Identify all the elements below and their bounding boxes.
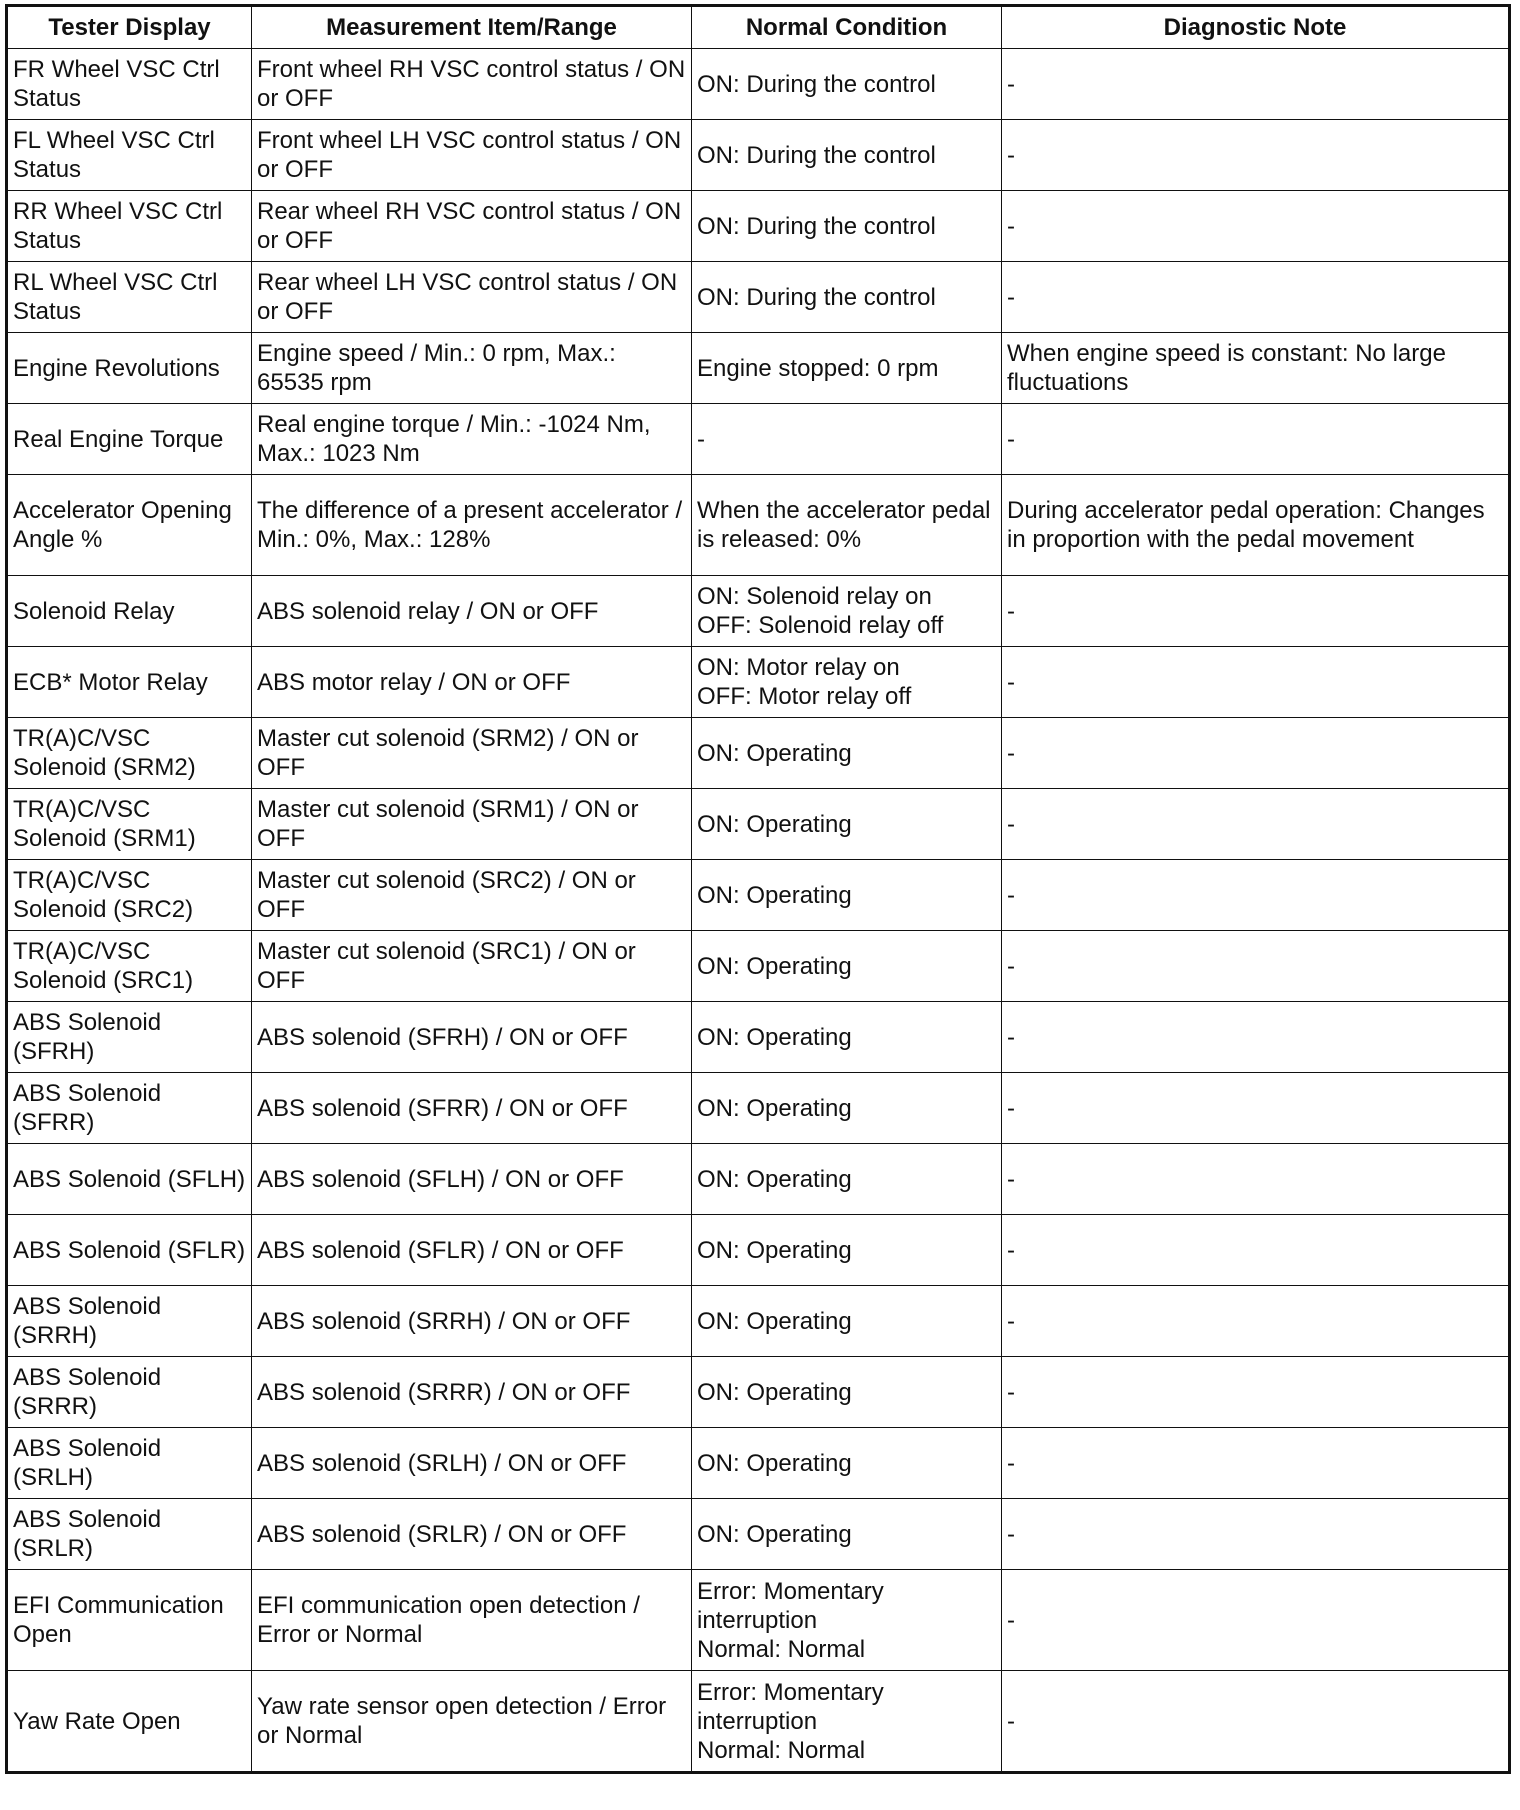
measurement-item-cell: ABS solenoid (SRLH) / ON or OFF	[252, 1428, 692, 1499]
measurement-item-cell: ABS solenoid relay / ON or OFF	[252, 576, 692, 647]
tester-display-cell: ABS Solenoid (SRLR)	[7, 1499, 252, 1570]
diagnostic-note-cell: -	[1002, 647, 1510, 718]
diagnostic-note-cell: During accelerator pedal operation: Changes in proportion with the pedal movement	[1002, 475, 1510, 576]
table-header-row	[7, 6, 1510, 49]
measurement-item-cell: ABS solenoid (SFRH) / ON or OFF	[252, 1002, 692, 1073]
tester-display-cell: ABS Solenoid (SRLH)	[7, 1428, 252, 1499]
normal-condition-cell: ON: During the control	[692, 191, 1002, 262]
table-row	[7, 931, 1510, 1002]
table-row	[7, 404, 1510, 475]
diagnostic-note-cell: -	[1002, 1002, 1510, 1073]
measurement-item-cell: ABS solenoid (SFLR) / ON or OFF	[252, 1215, 692, 1286]
diagnostic-note-cell: -	[1002, 576, 1510, 647]
diagnostic-note-cell: -	[1002, 262, 1510, 333]
measurement-item-cell: Rear wheel RH VSC control status / ON or OFF	[252, 191, 692, 262]
table-row	[7, 576, 1510, 647]
tester-display-cell: ABS Solenoid (SFRR)	[7, 1073, 252, 1144]
normal-condition-cell: ON: Operating	[692, 1428, 1002, 1499]
normal-condition-cell: ON: Operating	[692, 1144, 1002, 1215]
diagnostic-note-cell: -	[1002, 1499, 1510, 1570]
measurement-item-cell: Engine speed / Min.: 0 rpm, Max.: 65535 rpm	[252, 333, 692, 404]
normal-condition-cell: ON: Operating	[692, 1499, 1002, 1570]
normal-condition-cell: ON: During the control	[692, 120, 1002, 191]
table-row	[7, 718, 1510, 789]
tester-display-cell: ABS Solenoid (SFRH)	[7, 1002, 252, 1073]
normal-condition-cell: ON: Operating	[692, 718, 1002, 789]
measurement-item-cell: ABS solenoid (SFRR) / ON or OFF	[252, 1073, 692, 1144]
tester-display-cell: RL Wheel VSC Ctrl Status	[7, 262, 252, 333]
table-row	[7, 1002, 1510, 1073]
diagnostic-note-cell: -	[1002, 49, 1510, 120]
table-row	[7, 1215, 1510, 1286]
tester-display-cell: RR Wheel VSC Ctrl Status	[7, 191, 252, 262]
tester-display-cell: ABS Solenoid (SRRR)	[7, 1357, 252, 1428]
tester-display-cell: ABS Solenoid (SFLR)	[7, 1215, 252, 1286]
diagnostic-note-cell: -	[1002, 120, 1510, 191]
diagnostic-note-cell: -	[1002, 1570, 1510, 1671]
normal-condition-cell: ON: During the control	[692, 49, 1002, 120]
table-row	[7, 1073, 1510, 1144]
column-header-normal-condition: Normal Condition	[692, 6, 1002, 49]
table-row	[7, 1286, 1510, 1357]
tester-display-cell: ABS Solenoid (SRRH)	[7, 1286, 252, 1357]
normal-condition-cell: ON: Operating	[692, 1357, 1002, 1428]
table-row	[7, 191, 1510, 262]
tester-display-cell: TR(A)C/VSC Solenoid (SRM2)	[7, 718, 252, 789]
tester-display-cell: Accelerator Opening Angle %	[7, 475, 252, 576]
measurement-item-cell: EFI communication open detection / Error or Normal	[252, 1570, 692, 1671]
table-row	[7, 1499, 1510, 1570]
table-row	[7, 647, 1510, 718]
tester-display-cell: FL Wheel VSC Ctrl Status	[7, 120, 252, 191]
measurement-item-cell: Front wheel RH VSC control status / ON or OFF	[252, 49, 692, 120]
table-row	[7, 49, 1510, 120]
normal-condition-cell: ON: Operating	[692, 860, 1002, 931]
normal-condition-cell: Error: Momentary interruption Normal: Normal	[692, 1671, 1002, 1773]
table-row	[7, 860, 1510, 931]
normal-condition-cell: ON: Operating	[692, 1002, 1002, 1073]
data-list-table-container	[5, 4, 1511, 1774]
measurement-item-cell: Front wheel LH VSC control status / ON or OFF	[252, 120, 692, 191]
column-header-diagnostic-note: Diagnostic Note	[1002, 6, 1510, 49]
normal-condition-cell: Engine stopped: 0 rpm	[692, 333, 1002, 404]
tester-display-cell: Yaw Rate Open	[7, 1671, 252, 1773]
table-row	[7, 1428, 1510, 1499]
normal-condition-cell: ON: Operating	[692, 789, 1002, 860]
normal-condition-cell: ON: Operating	[692, 1215, 1002, 1286]
measurement-item-cell: Rear wheel LH VSC control status / ON or OFF	[252, 262, 692, 333]
normal-condition-cell: ON: Motor relay on OFF: Motor relay off	[692, 647, 1002, 718]
data-list-table	[5, 4, 1511, 1774]
table-row	[7, 333, 1510, 404]
measurement-item-cell: The difference of a present accelerator / Min.: 0%, Max.: 128%	[252, 475, 692, 576]
normal-condition-cell: Error: Momentary interruption Normal: Normal	[692, 1570, 1002, 1671]
column-header-tester-display: Tester Display	[7, 6, 252, 49]
diagnostic-note-cell: -	[1002, 404, 1510, 475]
table-row	[7, 475, 1510, 576]
table-row	[7, 1144, 1510, 1215]
tester-display-cell: TR(A)C/VSC Solenoid (SRC2)	[7, 860, 252, 931]
tester-display-cell: Engine Revolutions	[7, 333, 252, 404]
measurement-item-cell: ABS solenoid (SRRH) / ON or OFF	[252, 1286, 692, 1357]
diagnostic-note-cell: -	[1002, 1671, 1510, 1773]
measurement-item-cell: ABS solenoid (SRLR) / ON or OFF	[252, 1499, 692, 1570]
diagnostic-note-cell: -	[1002, 1215, 1510, 1286]
measurement-item-cell: Yaw rate sensor open detection / Error or Normal	[252, 1671, 692, 1773]
normal-condition-cell: ON: Solenoid relay on OFF: Solenoid relay off	[692, 576, 1002, 647]
normal-condition-cell: ON: During the control	[692, 262, 1002, 333]
tester-display-cell: ECB* Motor Relay	[7, 647, 252, 718]
tester-display-cell: EFI Communication Open	[7, 1570, 252, 1671]
diagnostic-note-cell: When engine speed is constant: No large fluctuations	[1002, 333, 1510, 404]
normal-condition-cell: When the accelerator pedal is released: 0%	[692, 475, 1002, 576]
diagnostic-note-cell: -	[1002, 718, 1510, 789]
diagnostic-note-cell: -	[1002, 931, 1510, 1002]
measurement-item-cell: ABS solenoid (SRRR) / ON or OFF	[252, 1357, 692, 1428]
table-row	[7, 1671, 1510, 1773]
tester-display-cell: Real Engine Torque	[7, 404, 252, 475]
tester-display-cell: FR Wheel VSC Ctrl Status	[7, 49, 252, 120]
measurement-item-cell: Master cut solenoid (SRC1) / ON or OFF	[252, 931, 692, 1002]
table-row	[7, 789, 1510, 860]
tester-display-cell: TR(A)C/VSC Solenoid (SRM1)	[7, 789, 252, 860]
diagnostic-note-cell: -	[1002, 191, 1510, 262]
diagnostic-note-cell: -	[1002, 1144, 1510, 1215]
normal-condition-cell: ON: Operating	[692, 1073, 1002, 1144]
table-row	[7, 1570, 1510, 1671]
tester-display-cell: ABS Solenoid (SFLH)	[7, 1144, 252, 1215]
normal-condition-cell: ON: Operating	[692, 931, 1002, 1002]
table-row	[7, 1357, 1510, 1428]
measurement-item-cell: Master cut solenoid (SRC2) / ON or OFF	[252, 860, 692, 931]
diagnostic-note-cell: -	[1002, 1286, 1510, 1357]
diagnostic-note-cell: -	[1002, 1073, 1510, 1144]
table-row	[7, 262, 1510, 333]
normal-condition-cell: -	[692, 404, 1002, 475]
tester-display-cell: Solenoid Relay	[7, 576, 252, 647]
column-header-measurement-item: Measurement Item/Range	[252, 6, 692, 49]
diagnostic-note-cell: -	[1002, 789, 1510, 860]
table-body	[7, 49, 1510, 1773]
measurement-item-cell: ABS motor relay / ON or OFF	[252, 647, 692, 718]
diagnostic-note-cell: -	[1002, 1428, 1510, 1499]
measurement-item-cell: Master cut solenoid (SRM2) / ON or OFF	[252, 718, 692, 789]
diagnostic-note-cell: -	[1002, 860, 1510, 931]
diagnostic-note-cell: -	[1002, 1357, 1510, 1428]
table-row	[7, 120, 1510, 191]
measurement-item-cell: Master cut solenoid (SRM1) / ON or OFF	[252, 789, 692, 860]
tester-display-cell: TR(A)C/VSC Solenoid (SRC1)	[7, 931, 252, 1002]
normal-condition-cell: ON: Operating	[692, 1286, 1002, 1357]
measurement-item-cell: Real engine torque / Min.: -1024 Nm, Max.: 1023 Nm	[252, 404, 692, 475]
measurement-item-cell: ABS solenoid (SFLH) / ON or OFF	[252, 1144, 692, 1215]
